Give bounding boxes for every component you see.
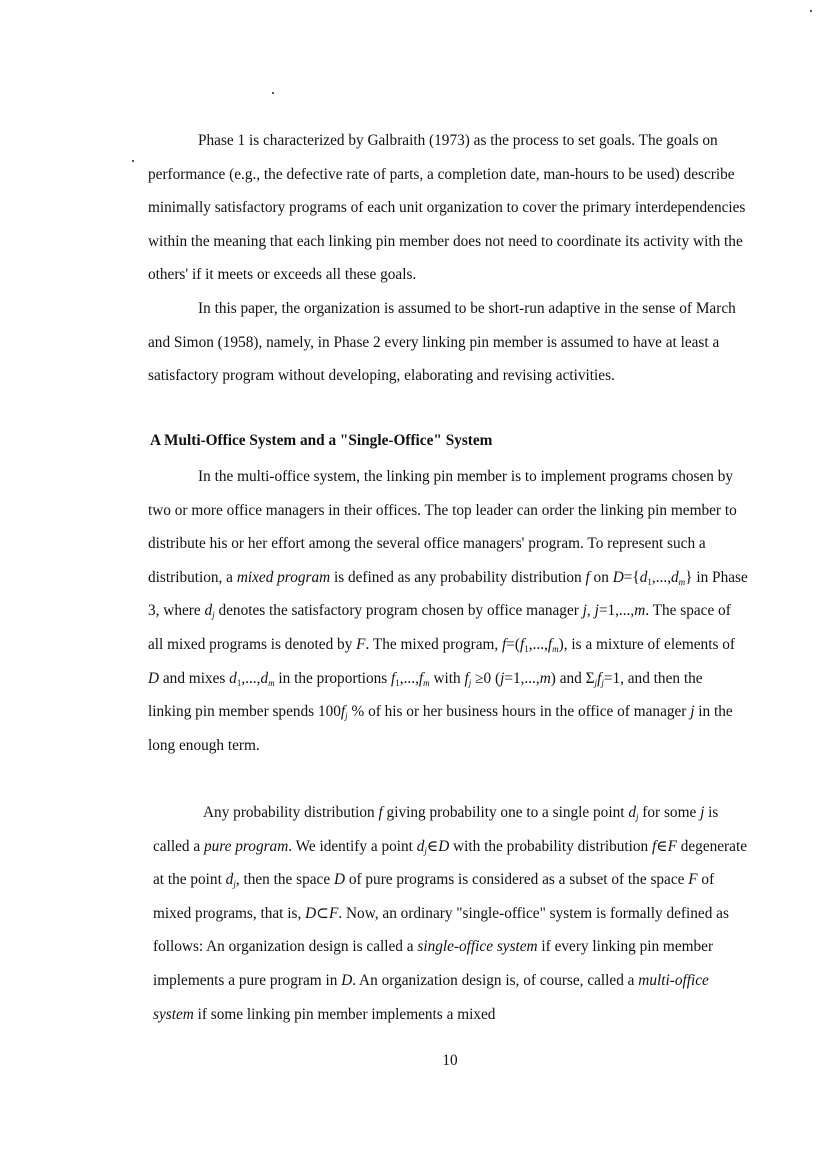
term-multi-office-system: multi-office system: [153, 971, 709, 1023]
paragraph-2-text: In this paper, the organization is assumed to be short-run adaptive in the sense of March and Simon (1958), namely, in Phase 2 every linking pin member is assumed to have at least a satisfactory program without developing, elaborating and revising activities.: [148, 300, 736, 385]
section-heading: A Multi-Office System and a "Single-Office" System: [150, 432, 493, 449]
paragraph-short-run-adaptive: [148, 292, 748, 393]
paragraph-3-text: In the multi-office system, the linking pin member is to implement programs chosen by two or more office managers in their offices. The top leader can order the linking pin member to distribute his or her effort among the several office managers' program. To represent such a distribution, a mixed program is defined as any probability distribution f on $D=\{d_1,...,d_m\}$ in Phase 3, where $d_j$ denotes the satisfactory program chosen by office manager j, j=1,...,m. The space of all mixed programs is denoted by F. The mixed program, $f=(f_1,...,f_m)$, is a mixture of elements of D and mixes $d_1,...,d_m$ in the proportions $f_1,...,f_m$ with $f_j \ge 0$ (j=1,...,m) and $\Sigma_jf_j=1$, and then the linking pin member spends $100f_j$ % of his or her business hours in the office of manager j in the long enough term.: [148, 468, 748, 754]
page-number: 10: [442, 1052, 458, 1069]
scan-speck: [272, 92, 274, 94]
scan-speck: [810, 10, 812, 12]
term-mixed-program: mixed program: [236, 568, 331, 586]
term-single-office-system: single-office system: [417, 938, 538, 956]
paragraph-4-text: Any probability distribution f giving probability one to a single point $d_j$ for some j is called a pure program. We identify a point $d_j\in D$ with the probability distribution f∈F degenerate at the point $d_j$, then the space D of pure programs is considered as a subset of the space F of mixed programs, that is, D⊂F. Now, an ordinary "single-office" system is formally defined as follows: An organization design is called a single-office system if every linking pin member implements a pure program in D. An organization design is, of course, called a multi-office system if some linking pin member implements a mixed: [153, 804, 747, 1023]
paragraph-goals: [148, 124, 748, 292]
term-pure-program: pure program: [203, 837, 289, 855]
paragraph-multi-office: [148, 460, 748, 762]
scan-speck: [132, 160, 134, 162]
paragraph-1-text: Phase 1 is characterized by Galbraith (1973) as the process to set goals. The goals on performance (e.g., the defective rate of parts, a completion date, man-hours to be used) describe minimally satisfactory programs of each unit organization to cover the primary interdependencies within the meaning that each linking pin member does not need to coordinate its activity with the others' if it meets or exceeds all these goals.: [148, 132, 746, 284]
paragraph-pure-program: [153, 796, 753, 1031]
